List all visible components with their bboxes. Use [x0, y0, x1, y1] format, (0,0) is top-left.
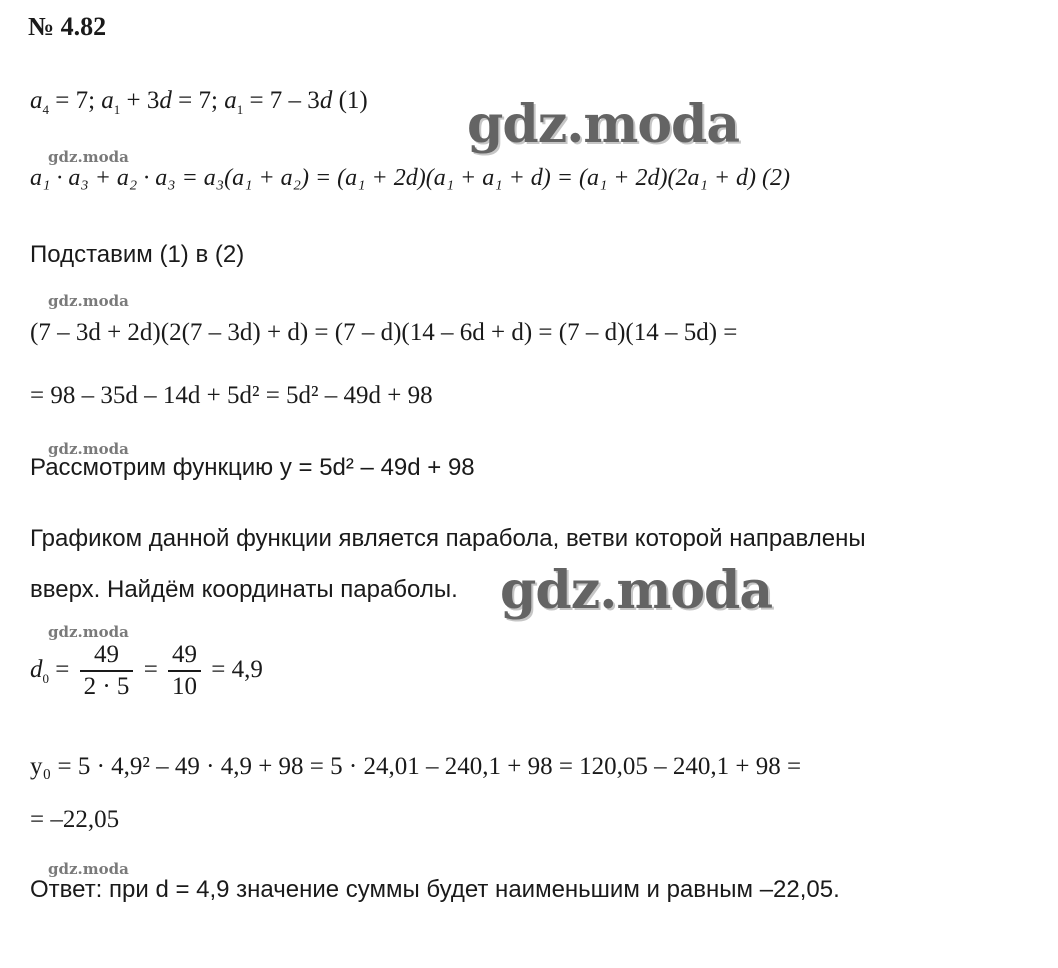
equation-line-1: $a_4 = 7$; $a_1 + 3d = 7$; $a_1 = 7 - 3d$ (1): [30, 87, 368, 117]
problem-number: № 4.82: [28, 12, 107, 41]
watermark-small: gdz.moda: [48, 623, 129, 641]
substitution-text: Подставим (1) в (2): [30, 241, 245, 268]
parabola-text-2: вверх. Найдём координаты параболы.: [30, 576, 458, 603]
fraction-1: $\frac{49}{2 \cdot 5}$: [80, 640, 134, 702]
answer-text: Ответ: при d = 4,9 значение суммы будет наименьшим и равным –22,05.: [30, 876, 840, 903]
equation-line-2: a₁ · a₃ + a₂ · a₃ = a₃(a₁ + a₂) = (a₁ + 2d)(a₁ + a₁ + d) = (a₁ + 2d)(2a₁ + d) (2): [30, 165, 790, 191]
vertex-d-equation: $d_0$ = $\frac{49}{2 \cdot 5}$ = $\frac{49}{10}$ = 4,9: [30, 641, 263, 701]
watermark-small: gdz.moda: [48, 148, 129, 166]
vertex-y-equation: y₀ = 5 · 4,9² – 49 · 4,9 + 98 = 5 · 24,01 – 240,1 + 98 = 120,05 – 240,1 + 98 =: [30, 753, 802, 780]
watermark-large: gdz.moda: [467, 94, 740, 155]
watermark-small: gdz.moda: [48, 440, 129, 458]
fraction-2: $\frac{49}{10}$: [168, 640, 201, 702]
watermark-large: gdz.moda: [500, 560, 773, 621]
function-text: Рассмотрим функцию у = 5d² – 49d + 98: [30, 454, 475, 481]
watermark-small: gdz.moda: [48, 860, 129, 878]
equation-line-5: = 98 – 35d – 14d + 5d² = 5d² – 49d + 98: [30, 382, 433, 409]
equation-line-4: (7 – 3d + 2d)(2(7 – 3d) + d) = (7 – d)(14 – 6d + d) = (7 – d)(14 – 5d) =: [30, 319, 738, 346]
parabola-text-1: Графиком данной функции является парабола, ветви которой направлены: [30, 525, 866, 552]
watermark-small: gdz.moda: [48, 292, 129, 310]
vertex-y-result: = –22,05: [30, 806, 120, 833]
